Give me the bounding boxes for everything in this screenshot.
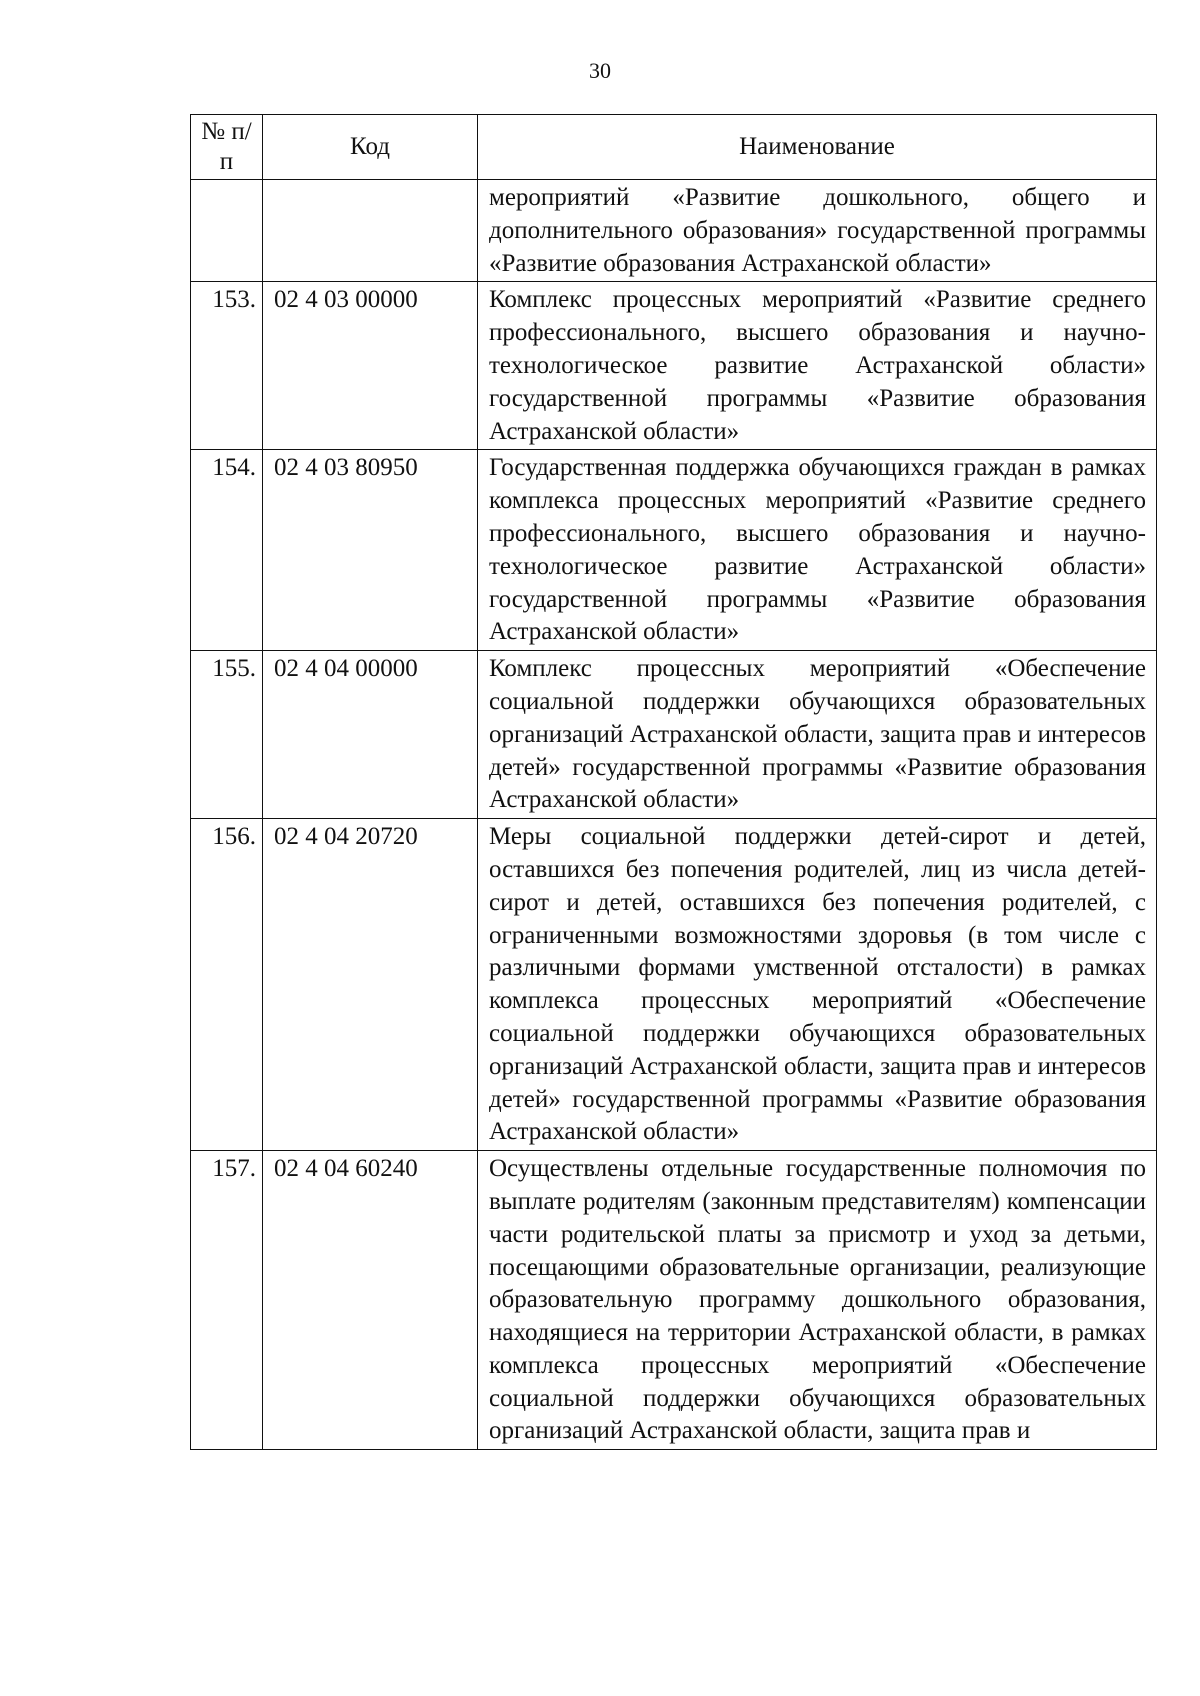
table-row: [191, 819, 1157, 1151]
table-row: [191, 1151, 1157, 1450]
row-code: 02 4 03 80950: [263, 450, 478, 651]
row-name: Комплекс процессных мероприятий «Развитие среднего профессионального, высшего образования и научно-технологическое развитие Астраханской области» государственной программы «Развитие образования Астраханской области»: [478, 282, 1157, 450]
header-name: Наименование: [478, 115, 1157, 180]
table-row: [191, 450, 1157, 651]
row-num: 157.: [191, 1151, 263, 1450]
table-row: [191, 282, 1157, 450]
page-number: 30: [589, 58, 611, 83]
row-num: 155.: [191, 651, 263, 819]
header-code: Код: [263, 115, 478, 180]
row-num: 154.: [191, 450, 263, 651]
table-row: [191, 651, 1157, 819]
row-name: Комплекс процессных мероприятий «Обеспечение социальной поддержки обучающихся образовательных организаций Астраханской области, защита прав и интересов детей» государственной программы «Развитие образования Астраханской области»: [478, 651, 1157, 819]
row-code: 02 4 04 20720: [263, 819, 478, 1151]
row-name: Осуществлены отдельные государственные полномочия по выплате родителям (законным представителям) компенсации части родительской платы за присмотр и уход за детьми, посещающими образовательные организации, реализующие образовательную программу дошкольного образования, находящиеся на территории Астраханской области, в рамках комплекса процессных мероприятий «Обеспечение социальной поддержки обучающихся образовательных организаций Астраханской области, защита прав и: [478, 1151, 1157, 1450]
row-num: [191, 180, 263, 282]
row-code: 02 4 04 60240: [263, 1151, 478, 1450]
row-name: мероприятий «Развитие дошкольного, общего и дополнительного образования» государственной программы «Развитие образования Астраханской области»: [478, 180, 1157, 282]
row-code: 02 4 04 00000: [263, 651, 478, 819]
table-header-row: [191, 115, 1157, 180]
row-code: [263, 180, 478, 282]
row-code: 02 4 03 00000: [263, 282, 478, 450]
row-num: 156.: [191, 819, 263, 1151]
header-num: № п/п: [191, 115, 263, 180]
row-num: 153.: [191, 282, 263, 450]
row-name: Государственная поддержка обучающихся граждан в рамках комплекса процессных мероприятий «Развитие среднего профессионального, высшего образования и научно-технологическое развитие Астраханской области» государственной программы «Развитие образования Астраханской области»: [478, 450, 1157, 651]
table-row: [191, 180, 1157, 282]
row-name: Меры социальной поддержки детей-сирот и детей, оставшихся без попечения родителей, лиц из числа детей-сирот и детей, оставшихся без попечения родителей, с ограниченными возможностями здоровья (в том числе с различными формами умственной отсталости) в рамках комплекса процессных мероприятий «Обеспечение социальной поддержки обучающихся образовательных организаций Астраханской области, защита прав и интересов детей» государственной программы «Развитие образования Астраханской области»: [478, 819, 1157, 1151]
classification-table: [190, 114, 1157, 1450]
